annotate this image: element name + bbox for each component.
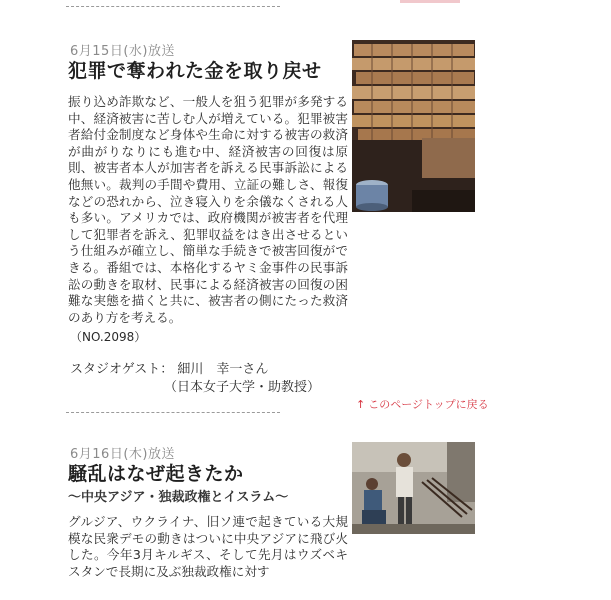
money-stacks-photo [352,40,475,212]
guest-label: スタジオゲスト： [70,362,174,377]
studio-guest [70,358,268,377]
guest-affiliation: （日本女子大学・助教授） [164,380,321,395]
up-arrow-icon: ↑ [356,398,366,411]
people-in-room-photo [352,442,475,534]
page-top-link[interactable] [356,396,489,412]
air-date: 6月15日(水)放送 [70,44,175,59]
page-top-link-label: このページトップに戻る [368,398,489,411]
top-decoration [400,0,460,3]
episode-description: グルジア、ウクライナ、旧ソ連で起きている大規模な民衆デモの動きはついに中央アジアに飛び火した。今年3月キルギス、そして先月はウズベキスタンで長期に及ぶ独裁政権に対す [68,514,348,579]
guest-name: 細川 幸一さん [177,362,269,377]
episode-title: 騒乱はなぜ起きたか [68,463,244,485]
separator-middle [66,412,280,413]
episode-description: 振り込め詐欺など、一般人を狙う犯罪が多発する中、経済被害に苦しむ人が増えている。犯罪被害者給付金制度など身体や生命に対する被害の救済が曲がりなりにも進む中、経済被害の回復は原則、被害者本人が加害者を訴える民事訴訟による他無い。裁判の手間や費用、立証の難しさ、報復などの恐れから、泣き寝入りを余儀なくされる人も多い。アメリカでは、政府機関が被害者を代理して犯罪者を訴え、犯罪収益をはき出させるという仕組みが確立し、簡単な手続きで被害回復ができる。番組では、本格化するヤミ金事件の民事訴訟の動きを取材、民事による経済被害の回復の困難な実態を描くと共に、被害者の側にたった救済のあり方を考える。 [68,94,348,325]
episode-title: 犯罪で奪われた金を取り戻せ [68,60,322,82]
episode-number: （NO.2098） [70,330,147,344]
air-date: 6月16日(木)放送 [70,447,175,462]
separator-top [66,6,280,7]
episode-subtitle: ～中央アジア・独裁政権とイスラム～ [68,490,289,505]
